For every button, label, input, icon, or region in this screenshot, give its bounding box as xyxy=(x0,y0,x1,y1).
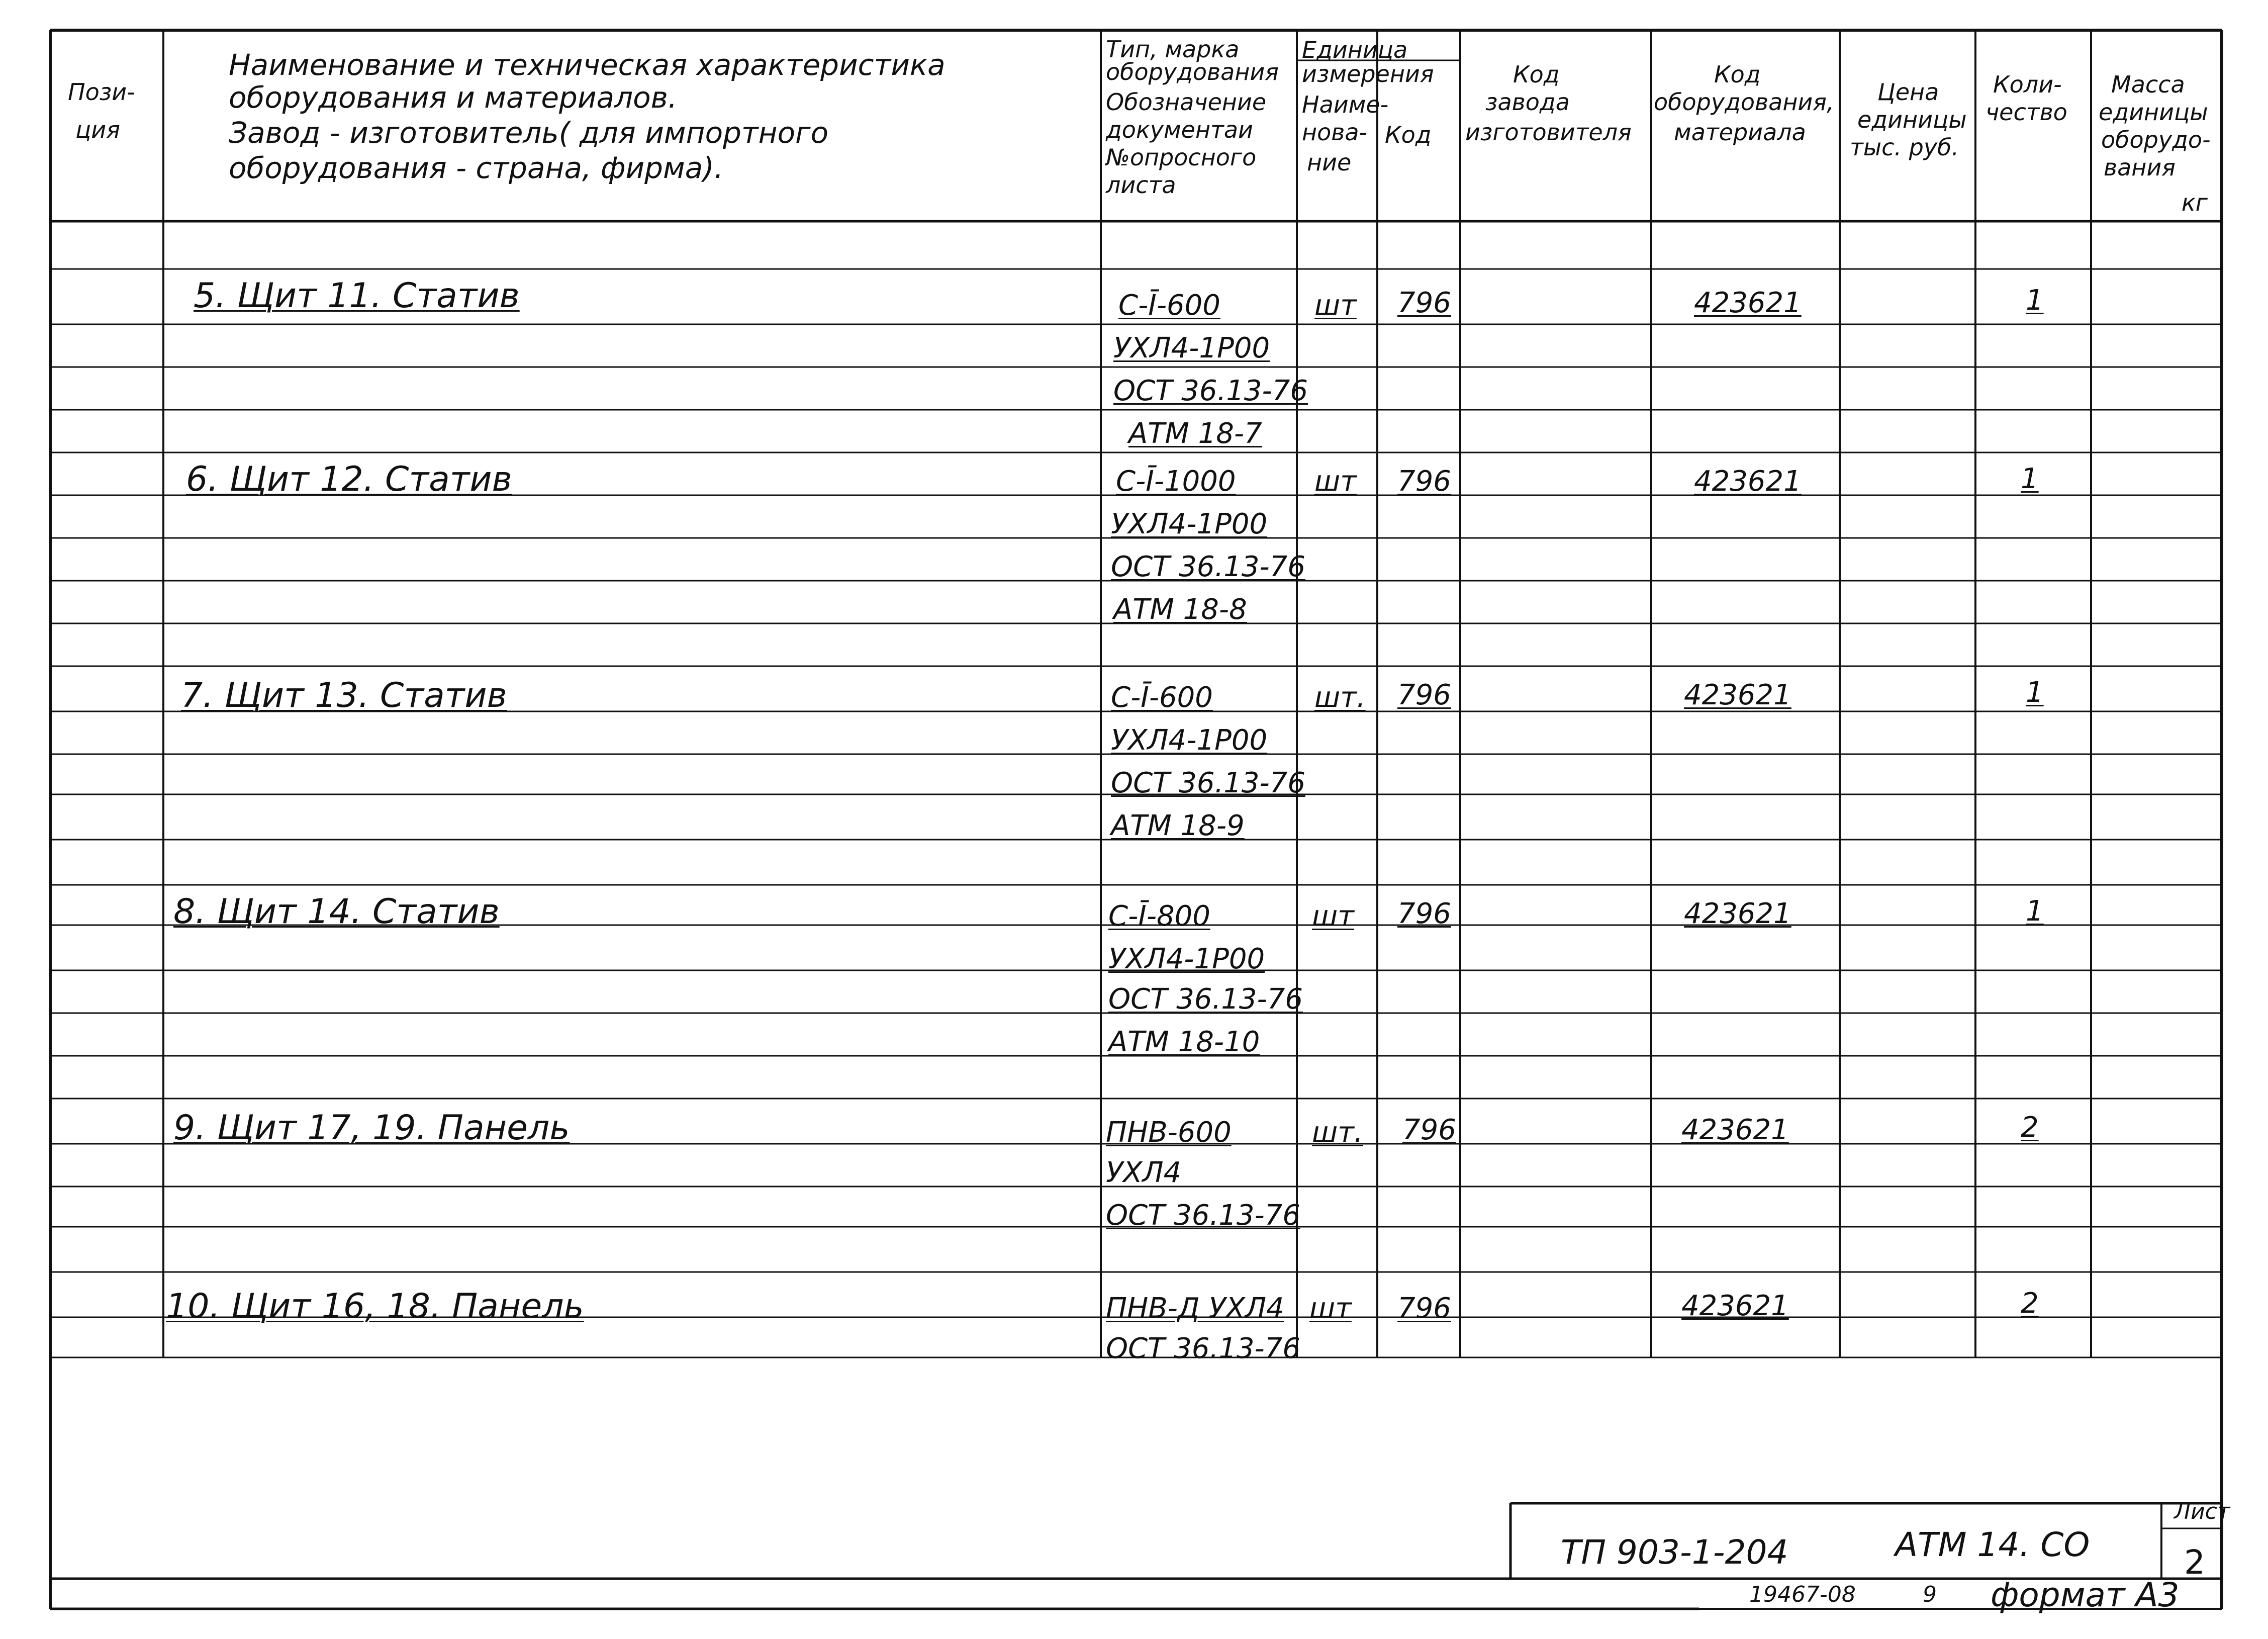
header-type-2: оборудования xyxy=(1106,58,1279,85)
item-unit-code: 796 xyxy=(1397,1292,1451,1325)
header-material-code-2: оборудования, xyxy=(1654,88,1834,116)
item-unit: шт. xyxy=(1314,681,1366,714)
item-material-code: 423621 xyxy=(1684,897,1791,930)
item-unit-code: 796 xyxy=(1397,287,1451,319)
header-qty-1: Коли- xyxy=(1993,71,2062,98)
header-qty-2: чество xyxy=(1986,99,2067,126)
item-type-line: ОСТ 36.13-76 xyxy=(1111,767,1305,799)
copy-number: 9 xyxy=(1923,1582,1937,1607)
item-type-line: УХЛ4-1Р00 xyxy=(1111,508,1268,540)
header-unit-name-3: ние xyxy=(1307,149,1352,176)
header-price-1: Цена xyxy=(1877,78,1939,106)
item-qty: 1 xyxy=(2026,284,2044,317)
item-type: С-Ī-600 xyxy=(1111,681,1213,714)
header-type-3: Обозначение xyxy=(1106,88,1267,116)
item-unit: шт. xyxy=(1312,1116,1363,1149)
item-name: 10. Щит 16, 18. Панель xyxy=(166,1287,584,1326)
doc-mark: АТМ 14. СО xyxy=(1895,1525,2090,1564)
header-mass-5: кг xyxy=(2182,189,2208,216)
item-material-code: 423621 xyxy=(1684,679,1791,711)
header-mass-2: единицы xyxy=(2099,99,2208,126)
item-qty: 1 xyxy=(2026,895,2044,928)
header-name-3: Завод - изготовитель( для импортного xyxy=(229,116,829,150)
item-name: 5. Щит 11. Статив xyxy=(194,276,520,316)
item-type-line: УХЛ4 xyxy=(1106,1156,1182,1189)
header-price-3: тыс. руб. xyxy=(1850,134,1959,161)
item-material-code: 423621 xyxy=(1681,1114,1789,1146)
item-type-line: ОСТ 36.13-76 xyxy=(1111,551,1305,583)
header-unit-name-1: Наиме- xyxy=(1302,91,1389,118)
item-type-line: УХЛ4-1Р00 xyxy=(1108,943,1265,975)
item-type: С-Ī-600 xyxy=(1118,289,1220,322)
header-name-4: оборудования - страна, фирма). xyxy=(229,151,724,185)
item-unit-code: 796 xyxy=(1402,1114,1456,1146)
format-label: формат А3 xyxy=(1991,1576,2180,1614)
header-unit-code: Код xyxy=(1385,121,1432,148)
header-factory-code-2: завода xyxy=(1485,88,1570,116)
sheet-label: Лист xyxy=(2174,1499,2230,1524)
inventory-number: 19467-08 xyxy=(1749,1582,1856,1607)
item-unit: шт xyxy=(1309,1292,1352,1325)
item-unit: шт xyxy=(1314,465,1357,498)
item-qty: 1 xyxy=(2021,463,2039,495)
item-type-line: АТМ 18-8 xyxy=(1113,593,1247,626)
header-unit-name-2: нова- xyxy=(1302,119,1368,146)
item-type: ПНВ-Д УХЛ4 xyxy=(1106,1292,1284,1325)
header-material-code-1: Код xyxy=(1714,61,1761,88)
header-name-1: Наименование и техническая характеристика xyxy=(229,48,946,82)
item-type: С-Ī-1000 xyxy=(1116,465,1236,498)
item-type-line: АТМ 18-10 xyxy=(1108,1026,1260,1058)
item-material-code: 423621 xyxy=(1694,287,1802,319)
item-type-line: ОСТ 36.13-76 xyxy=(1113,375,1308,407)
item-type-line: АТМ 18-7 xyxy=(1128,417,1262,450)
item-type-line: ОСТ 36.13-76 xyxy=(1108,983,1303,1016)
header-mass-1: Масса xyxy=(2111,71,2185,98)
item-type-line: ОСТ 36.13-76 xyxy=(1106,1199,1300,1232)
item-material-code: 423621 xyxy=(1694,465,1802,498)
item-qty: 2 xyxy=(2021,1287,2039,1320)
header-factory-code-3: изготовителя xyxy=(1465,119,1632,146)
item-unit: шт xyxy=(1314,289,1357,322)
header-position-1: Пози- xyxy=(68,78,135,106)
header-type-4: документаи xyxy=(1106,116,1253,143)
header-price-2: единицы xyxy=(1857,106,1967,133)
header-type-5: №опросного xyxy=(1106,144,1257,171)
item-unit-code: 796 xyxy=(1397,465,1451,498)
item-qty: 1 xyxy=(2026,676,2044,709)
item-type-line: УХЛ4-1Р00 xyxy=(1113,332,1270,365)
item-name: 7. Щит 13. Статив xyxy=(181,676,507,715)
header-type-6: листа xyxy=(1106,171,1176,199)
item-unit-code: 796 xyxy=(1397,897,1451,930)
item-unit: шт xyxy=(1312,900,1354,933)
header-unit: Единица измерения xyxy=(1302,36,1434,88)
sheet-number: 2 xyxy=(2184,1543,2205,1582)
header-type-1: Тип, марка xyxy=(1106,36,1240,63)
item-type: ПНВ-600 xyxy=(1106,1116,1232,1149)
header-mass-3: оборудо- xyxy=(2101,126,2211,153)
header-mass-4: вания xyxy=(2104,154,2176,181)
item-name: 6. Щит 12. Статив xyxy=(186,460,512,499)
doc-number: ТП 903-1-204 xyxy=(1561,1533,1788,1572)
item-name: 8. Щит 14. Статив xyxy=(173,892,500,932)
item-type-line: АТМ 18-9 xyxy=(1111,809,1245,842)
header-factory-code-1: Код xyxy=(1513,61,1560,88)
header-name-2: оборудования и материалов. xyxy=(229,80,678,115)
item-type-line: УХЛ4-1Р00 xyxy=(1111,724,1268,757)
item-type-line: ОСТ 36.13-76 xyxy=(1106,1332,1300,1365)
header-position-2: ция xyxy=(75,116,120,143)
item-type: С-Ī-800 xyxy=(1108,900,1210,933)
item-qty: 2 xyxy=(2021,1111,2039,1144)
header-material-code-3: материала xyxy=(1674,119,1806,146)
item-material-code: 423621 xyxy=(1681,1290,1789,1322)
item-unit-code: 796 xyxy=(1397,679,1451,711)
item-name: 9. Щит 17, 19. Панель xyxy=(173,1108,570,1148)
